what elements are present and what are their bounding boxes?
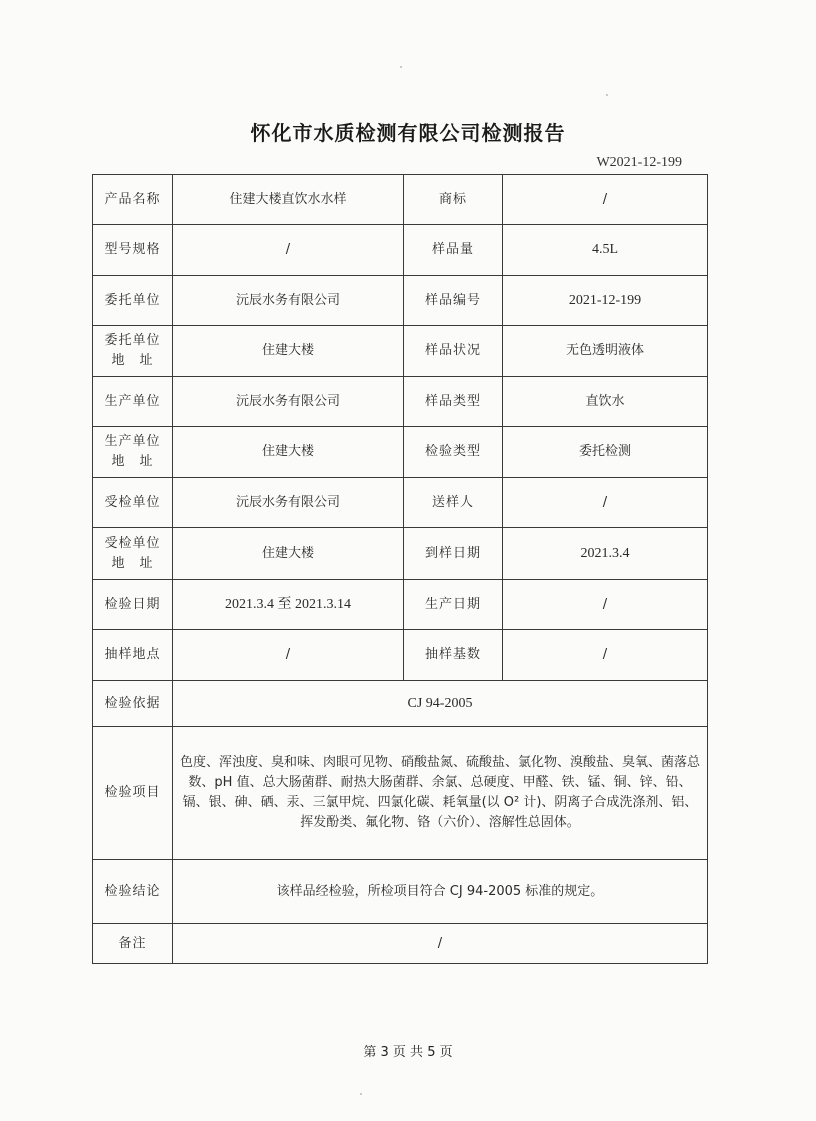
- row-label: 检验类型: [404, 427, 503, 478]
- row-label-line: 受检单位: [104, 535, 161, 551]
- row-label: 样品编号: [404, 276, 503, 326]
- row-label-line: 地 址: [111, 555, 154, 571]
- table-row: [93, 175, 708, 225]
- row-value: 无色透明液体: [503, 326, 708, 377]
- conclusion-value: 该样品经检验，所检项目符合 CJ 94-2005 标准的规定。: [173, 860, 708, 924]
- items-label: 检验项目: [93, 727, 173, 860]
- row-value: 2021.3.4: [503, 528, 708, 580]
- row-value: 委托检测: [503, 427, 708, 478]
- row-label: 样品状况: [404, 326, 503, 377]
- row-label: [93, 528, 173, 580]
- row-value: /: [503, 580, 708, 630]
- row-value: /: [503, 175, 708, 225]
- table-row: [93, 681, 708, 727]
- row-value: 沅辰水务有限公司: [173, 478, 404, 528]
- scan-speck: [360, 1093, 362, 1095]
- row-value: 沅辰水务有限公司: [173, 276, 404, 326]
- row-label-line: 地 址: [111, 353, 154, 368]
- row-value: 住建大楼直饮水水样: [173, 175, 404, 225]
- table-row: [93, 528, 708, 580]
- row-value: /: [503, 478, 708, 528]
- row-label: 产品名称: [93, 175, 173, 225]
- row-label: 抽样基数: [404, 630, 503, 681]
- row-label: [93, 326, 173, 377]
- row-label: 样品量: [404, 225, 503, 276]
- scan-speck: [606, 94, 608, 96]
- row-value: 4.5L: [503, 225, 708, 276]
- row-value: /: [173, 630, 404, 681]
- row-label: 受检单位: [93, 478, 173, 528]
- row-label-line: 地 址: [111, 454, 154, 469]
- table-row: [93, 727, 708, 860]
- table-row: [93, 427, 708, 478]
- row-label: 生产日期: [404, 580, 503, 630]
- row-label: 生产单位: [93, 377, 173, 427]
- report-table: [92, 174, 708, 964]
- row-label: 检验日期: [93, 580, 173, 630]
- row-value: 住建大楼: [173, 427, 404, 478]
- report-number: W2021-12-199: [596, 155, 682, 170]
- items-value: 色度、浑浊度、臭和味、肉眼可见物、硝酸盐氮、硫酸盐、氯化物、溴酸盐、臭氧、菌落总数、pH 值、总大肠菌群、耐热大肠菌群、余氯、总硬度、甲醛、铁、锰、铜、锌、铅、镉、银、砷、硒、汞、三氯甲烷、四氯化碳、耗氧量(以 O² 计)、阴离子合成洗涤剂、铝、挥发酚类、氟化物、铬（六价）、溶解性总固体。: [173, 727, 708, 860]
- row-label: 样品类型: [404, 377, 503, 427]
- table-row: [93, 630, 708, 681]
- row-value: 2021.3.4 至 2021.3.14: [173, 580, 404, 630]
- table-row: [93, 225, 708, 276]
- table-row: [93, 276, 708, 326]
- row-label: 委托单位: [93, 276, 173, 326]
- remarks-value: /: [173, 924, 708, 964]
- table-row: [93, 326, 708, 377]
- scan-speck: [400, 66, 402, 68]
- table-row: [93, 580, 708, 630]
- basis-value: CJ 94-2005: [173, 681, 708, 727]
- row-value: /: [173, 225, 404, 276]
- table-row: [93, 860, 708, 924]
- table-row: [93, 377, 708, 427]
- row-label: 抽样地点: [93, 630, 173, 681]
- row-label-line: 委托单位: [104, 333, 161, 348]
- page-number: 第 3 页 共 5 页: [363, 1045, 453, 1060]
- row-value: 住建大楼: [173, 326, 404, 377]
- row-label: 到样日期: [404, 528, 503, 580]
- row-label: 型号规格: [93, 225, 173, 276]
- conclusion-label: 检验结论: [93, 860, 173, 924]
- row-value: 直饮水: [503, 377, 708, 427]
- row-label: 商标: [404, 175, 503, 225]
- row-value: 住建大楼: [173, 528, 404, 580]
- report-title: 怀化市水质检测有限公司检测报告: [250, 121, 566, 145]
- table-row: [93, 478, 708, 528]
- row-value: 沅辰水务有限公司: [173, 377, 404, 427]
- row-label: [93, 427, 173, 478]
- row-value: /: [503, 630, 708, 681]
- table-row: [93, 924, 708, 964]
- row-value: 2021-12-199: [503, 276, 708, 326]
- remarks-label: 备注: [93, 924, 173, 964]
- basis-label: 检验依据: [93, 681, 173, 727]
- row-label-line: 生产单位: [104, 434, 161, 449]
- row-label: 送样人: [404, 478, 503, 528]
